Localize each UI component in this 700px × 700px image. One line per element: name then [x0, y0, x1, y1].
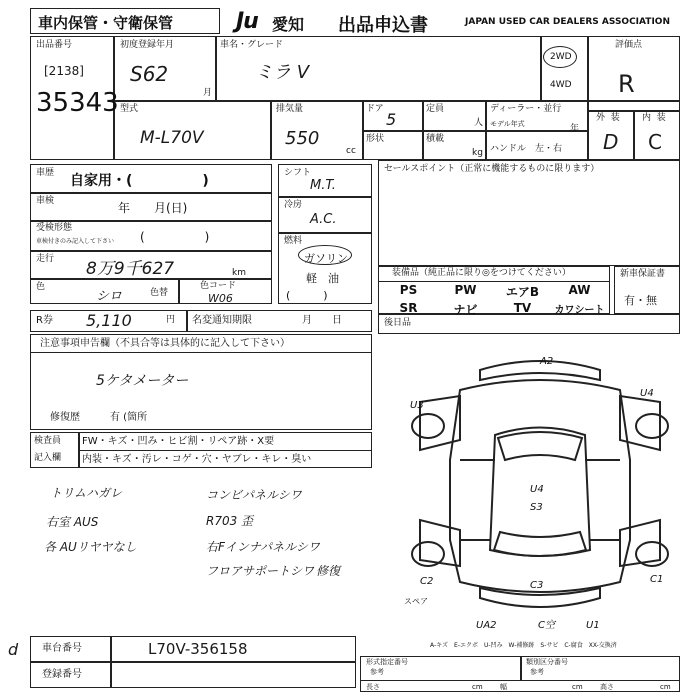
displacement-unit: cc — [346, 146, 356, 156]
note-room: 右室 AUS — [46, 515, 99, 529]
equip-airbag: エアB — [505, 285, 540, 299]
mark-c1: C1 — [650, 574, 664, 585]
dealer-label: ディーラー・並行 — [490, 104, 562, 114]
lot-label: 出品番号 — [36, 40, 73, 50]
ac-label: 冷房 — [284, 200, 303, 210]
chassis-label: 車台番号 — [42, 643, 82, 654]
warranty-label: 新車保証書 — [620, 269, 666, 279]
wheel-fr — [636, 414, 668, 438]
model-value: M-L70V — [140, 128, 204, 148]
model-year-unit: 年 — [570, 124, 580, 134]
doors-label: ドア — [366, 104, 384, 114]
remarks-label: 注意事項申告欄（不具合等は具体的に記入して下さい） — [40, 338, 290, 349]
margin-mark: d — [8, 640, 19, 659]
equip-ps: PS — [399, 283, 418, 297]
rating-value: R — [618, 70, 635, 98]
ac-value: A.C. — [310, 212, 337, 227]
drive-4wd: 4WD — [550, 80, 572, 90]
mark-u4-center: U4 — [530, 484, 544, 495]
mileage-value: 8万9千627 — [86, 259, 175, 279]
repair-label: 修復歴 — [50, 412, 80, 423]
equip-aw: AW — [568, 283, 591, 297]
storage-header-text: 車内保管・守衛保管 — [38, 14, 174, 32]
fuel-diesel: 軽 油 — [306, 272, 339, 285]
equip-tv: TV — [513, 301, 532, 315]
note-repair: 修復 — [316, 564, 341, 578]
registration-value: S62 — [130, 62, 169, 86]
note-each: 各 AUリヤヤなし — [44, 540, 137, 554]
mark-ua2: UA2 — [476, 620, 497, 630]
notice-label: 名変通知期限 — [192, 315, 252, 326]
handle-label: ハンドル 左・右 — [490, 144, 563, 154]
windshield — [498, 432, 582, 460]
car-diagram — [400, 340, 680, 630]
drive-circle — [543, 46, 577, 68]
load-unit: kg — [472, 148, 483, 158]
afterfit-label: 後日品 — [384, 318, 412, 328]
cat-ref: 参考 — [530, 668, 544, 676]
assoc-name: JAPAN USED CAR DEALERS ASSOCIATION — [465, 17, 670, 27]
note-trim: トリムハガレ — [50, 486, 123, 500]
org-name: 愛知 — [272, 15, 305, 34]
note-inner: 右Fインナパネルシワ — [206, 540, 320, 554]
fuel-label: 燃料 — [284, 236, 303, 246]
history-label: 車歴 — [36, 168, 55, 178]
recycle-unit: 円 — [166, 315, 176, 325]
hood-left — [420, 396, 460, 450]
hood-right — [620, 396, 660, 450]
registration-month-unit: 月 — [203, 88, 213, 98]
rear-window — [494, 532, 586, 556]
fuel-gasoline: ガソリン — [304, 252, 348, 265]
load-label: 積載 — [426, 134, 445, 144]
exterior-value: D — [603, 130, 619, 154]
fuel-gasoline-circle — [298, 245, 352, 265]
recycle-label: R券 — [36, 315, 53, 326]
mark-u1: U1 — [586, 620, 600, 630]
inspector-row-2: 内装・キズ・汚レ・コゲ・穴・ヤブレ・キレ・臭い — [82, 454, 312, 465]
note-floor: フロアサポートシワ — [206, 564, 315, 578]
len-label: 長さ — [366, 683, 380, 691]
cat-label: 類別区分番号 — [526, 658, 568, 666]
inspector-label-1: 検査員 — [34, 436, 62, 446]
model-year-label: モデル年式 — [490, 120, 525, 128]
equip-navi: ナビ — [453, 303, 478, 317]
chassis-value: L70V-356158 — [148, 640, 248, 658]
doors-value: 5 — [386, 110, 397, 129]
mark-a2: A2 — [540, 356, 554, 367]
inspector-label-2: 記入欄 — [34, 453, 62, 463]
sales-point-label: セールスポイント（正常に機能するものに限ります） — [384, 164, 600, 174]
wheel-rr — [636, 542, 668, 566]
equip-pw: PW — [454, 283, 477, 297]
fuel-paren: ( ) — [286, 289, 328, 302]
mark-u4-top: U4 — [640, 388, 654, 399]
capacity-unit: 人 — [474, 118, 484, 128]
capacity-label: 定員 — [426, 104, 445, 114]
notice-value: 月 日 — [302, 315, 342, 326]
lot-number: 35343 — [36, 88, 119, 118]
wid-label: 幅 — [500, 683, 507, 691]
car-name-label: 車名・グレード — [220, 40, 284, 50]
note-r703: R703 歪 — [206, 514, 254, 528]
remarks-text: 5ケタメーター — [96, 373, 189, 389]
mileage-label: 走行 — [36, 254, 55, 264]
interior-value: C — [648, 130, 662, 154]
accept-form-value: ( ) — [140, 230, 210, 244]
ju-logo: Ju — [236, 9, 258, 34]
inspection-value: 年 月(日) — [118, 201, 188, 215]
wid-unit: cm — [572, 683, 583, 691]
sheet-title: 出品申込書 — [338, 15, 428, 36]
color-code-value: W06 — [208, 292, 233, 305]
wheel-rl — [412, 542, 444, 566]
exterior-label: 外 装 — [596, 113, 620, 123]
color-code-label: 色コード — [200, 281, 237, 291]
inspection-label: 車検 — [36, 196, 55, 206]
color-change-label: 色替 — [150, 288, 169, 298]
car-name-value: ミラ V — [255, 62, 310, 83]
vehicle-info-box — [30, 36, 680, 160]
shape-label: 形状 — [366, 134, 385, 144]
rating-label: 評価点 — [615, 40, 643, 50]
equipment-grid — [380, 283, 608, 318]
displacement-label: 排気量 — [276, 104, 304, 114]
hei-unit: cm — [660, 683, 671, 691]
mark-u3: U3 — [410, 400, 424, 411]
lot-code: [2138] — [44, 64, 84, 78]
displacement-value: 550 — [285, 128, 320, 149]
recycle-value: 5,110 — [86, 311, 132, 330]
equip-leather: カワシート — [554, 305, 605, 316]
mark-c3: C3 — [530, 580, 544, 591]
equipment-label: 装備品（純正品に限り◎をつけてください） — [392, 268, 571, 278]
mark-c2: C2 — [420, 576, 434, 587]
cert-label: 形式指定番号 — [366, 658, 408, 666]
damage-legend: A-キズ E-エクボ U-凹み W-補修跡 S-サビ C-腐食 XX-交換済 — [430, 642, 617, 649]
warranty-value: 有・無 — [624, 294, 657, 307]
equip-sr: SR — [399, 301, 418, 315]
repair-value: 有 (箇所 — [110, 412, 148, 423]
mark-spare: スペア — [404, 597, 428, 606]
len-unit: cm — [472, 683, 483, 691]
hei-label: 高さ — [600, 683, 614, 691]
cert-ref: 参考 — [370, 668, 384, 676]
sales-point-box — [378, 160, 680, 266]
drive-2wd: 2WD — [550, 52, 572, 62]
registration-label: 初度登録年月 — [120, 40, 175, 50]
mark-cw: C空 — [538, 620, 555, 630]
mileage-unit: km — [232, 268, 246, 278]
inspector-row-1: FW・キズ・凹み・ヒビ割・リペア跡・X要 — [82, 436, 275, 447]
accept-form-label: 受検形態 — [36, 223, 73, 233]
color-value: シロ — [96, 289, 123, 304]
reg-label: 登録番号 — [42, 669, 82, 680]
color-label: 色 — [36, 282, 46, 292]
afterfit-box — [378, 314, 680, 334]
accept-form-sub: 車検付きのみ記入して下さい — [36, 238, 115, 245]
shift-label: シフト — [284, 168, 312, 178]
interior-label: 内 装 — [642, 113, 666, 123]
wheel-fl — [412, 414, 444, 438]
mark-s3: S3 — [530, 502, 543, 513]
history-value: 自家用・( ) — [70, 173, 209, 189]
shift-value: M.T. — [310, 178, 336, 193]
model-label: 型式 — [120, 104, 139, 114]
note-combi: コンビパネルシワ — [206, 488, 302, 502]
